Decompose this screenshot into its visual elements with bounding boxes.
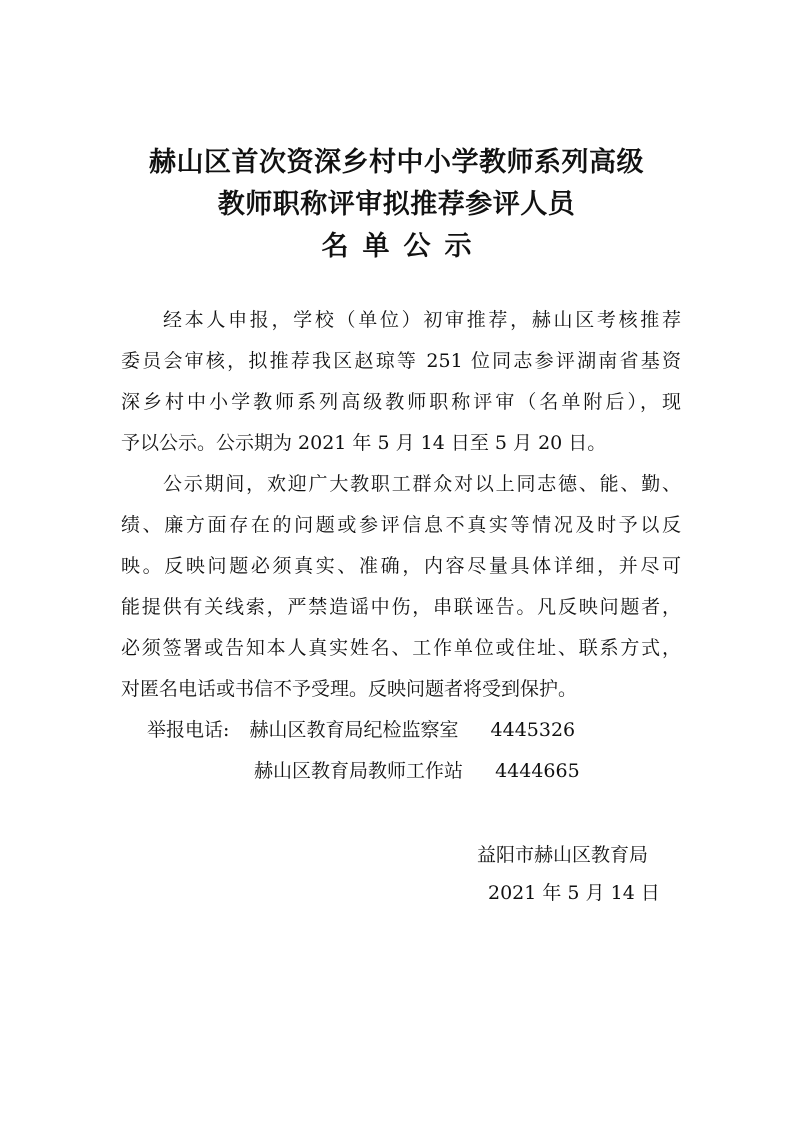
title-line-1: 赫山区首次资深乡村中小学教师系列高级 [149,147,644,178]
report-phone-row-2 [254,759,580,783]
signature-org: 益阳市赫山区教育局 [477,844,649,866]
title-line-3: 名单公示 [321,231,486,262]
report-contact-phone-2: 4444665 [495,760,580,782]
report-contact-name-1: 赫山区教育局纪检监察室 [249,719,459,741]
title-line-2: 教师职称评审拟推荐参评人员 [217,189,576,220]
paragraph-2-line-2: 绩、廉方面存在的问题或参评信息不真实等情况及时予以反 [121,514,681,536]
paragraph-2-line-4: 能提供有关线索，严禁造谣中伤，串联诬告。凡反映问题者， [121,596,681,618]
paragraph-1-line-2: 委员会审核，拟推荐我区赵琼等 251 位同志参评湖南省基资 [121,350,681,372]
paragraph-2-line-1: 公示期间，欢迎广大教职工群众对以上同志德、能、勤、 [163,473,681,495]
report-phone-row-1 [147,718,575,742]
paragraph-2-line-5: 必须签署或告知本人真实姓名、工作单位或住址、联系方式， [121,637,681,659]
paragraph-2-line-3: 映。反映问题必须真实、准确，内容尽量具体详细，并尽可 [121,555,681,577]
paragraph-2-line-6: 对匿名电话或书信不予受理。反映问题者将受到保护。 [121,678,578,700]
report-contact-name-2: 赫山区教育局教师工作站 [254,760,464,782]
paragraph-1-line-1: 经本人申报，学校（单位）初审推荐，赫山区考核推荐 [163,309,681,331]
paragraph-1-line-4: 予以公示。公示期为 2021 年 5 月 14 日至 5 月 20 日。 [121,432,607,454]
report-contact-phone-1: 4445326 [490,719,576,741]
report-label: 举报电话: [147,719,230,741]
paragraph-1-line-3: 深乡村中小学教师系列高级教师职称评审（名单附后），现 [121,391,681,413]
signature-date: 2021 年 5 月 14 日 [488,882,660,904]
